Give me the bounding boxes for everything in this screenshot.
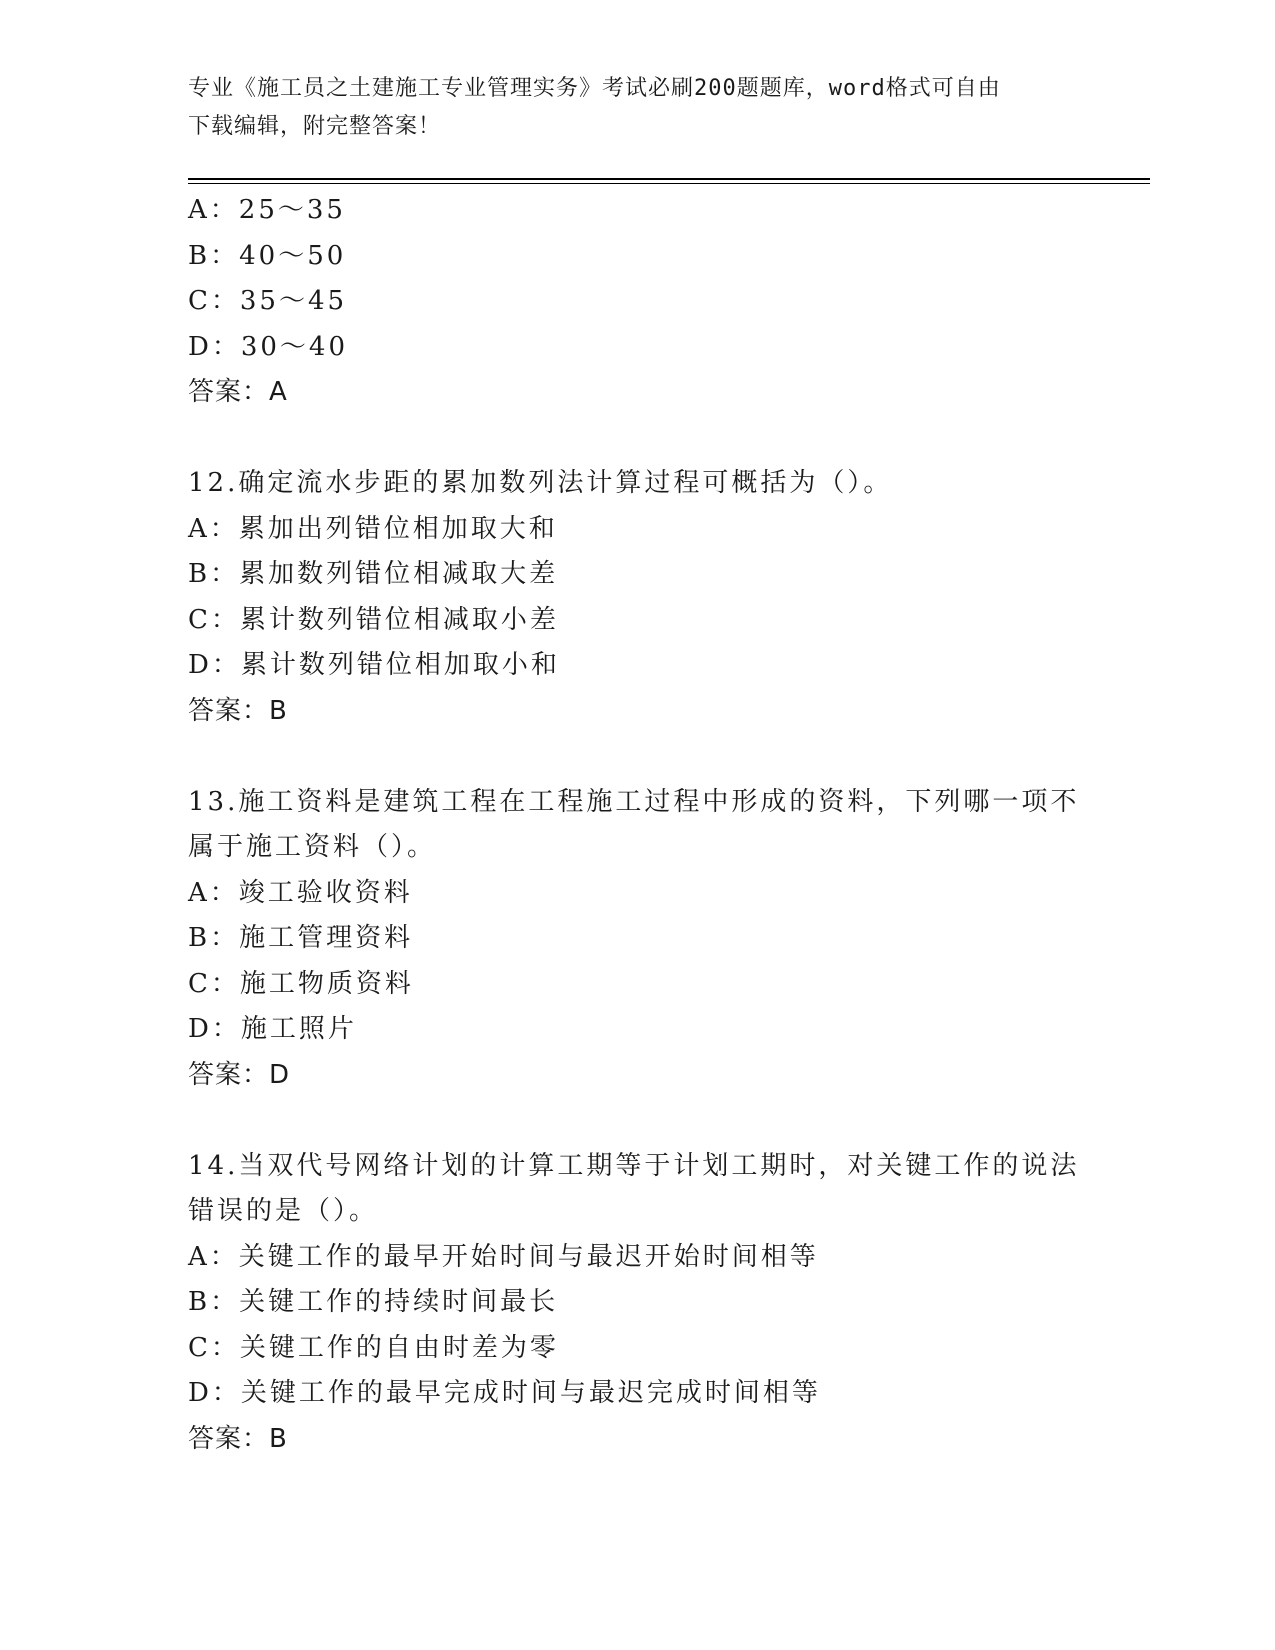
question-11 [188, 188, 1088, 416]
header-line-2: 下载编辑，附完整答案！ [188, 114, 442, 139]
option-b: B：施工管理资料 [188, 923, 414, 953]
option-a: A：关键工作的最早开始时间与最迟开始时间相等 [188, 1241, 819, 1272]
question-stem-line-2: 属于施工资料（）。 [188, 832, 437, 862]
option-b: B：40～50 [188, 240, 347, 271]
question-12 [188, 461, 1088, 734]
option-c: C：施工物质资料 [188, 968, 414, 999]
header-line-1: 专业《施工员之土建施工专业管理实务》考试必刷200题题库，word格式可自由 [188, 76, 1001, 101]
answer: 答案：D [188, 1059, 291, 1090]
spacer [188, 734, 1088, 780]
option-a: A：累加出列错位相加取大和 [188, 513, 558, 544]
document-header [188, 70, 1088, 146]
option-d: D：累计数列错位相加取小和 [188, 650, 560, 680]
question-stem-line-1: 13.施工资料是建筑工程在工程施工过程中形成的资料，下列哪一项不 [188, 786, 1080, 817]
spacer [188, 416, 1088, 462]
header-divider-thick [188, 178, 1150, 180]
question-14 [188, 1144, 1088, 1463]
option-d: D：关键工作的最早完成时间与最迟完成时间相等 [188, 1378, 821, 1408]
answer: 答案：B [188, 1423, 288, 1454]
option-a: A：25～35 [188, 195, 346, 225]
option-c: C：35～45 [188, 286, 348, 316]
question-stem-line-1: 14.当双代号网络计划的计算工期等于计划工期时，对关键工作的说法 [188, 1150, 1080, 1181]
answer: 答案：A [188, 377, 288, 407]
option-c: C：关键工作的自由时差为零 [188, 1332, 559, 1363]
answer: 答案：B [188, 695, 288, 726]
question-list [188, 188, 1088, 1462]
option-c: C：累计数列错位相减取小差 [188, 604, 559, 635]
question-stem-line-2: 错误的是（）。 [188, 1196, 379, 1226]
option-d: D：施工照片 [188, 1014, 357, 1044]
question-stem: 12.确定流水步距的累加数列法计算过程可概括为（）。 [188, 468, 893, 498]
question-13 [188, 780, 1088, 1099]
option-a: A：竣工验收资料 [188, 877, 413, 908]
header-divider-thin [188, 183, 1150, 184]
option-b: B：关键工作的持续时间最长 [188, 1287, 559, 1317]
spacer [188, 1098, 1088, 1144]
option-d: D：30～40 [188, 331, 349, 362]
option-b: B：累加数列错位相减取大差 [188, 559, 559, 589]
